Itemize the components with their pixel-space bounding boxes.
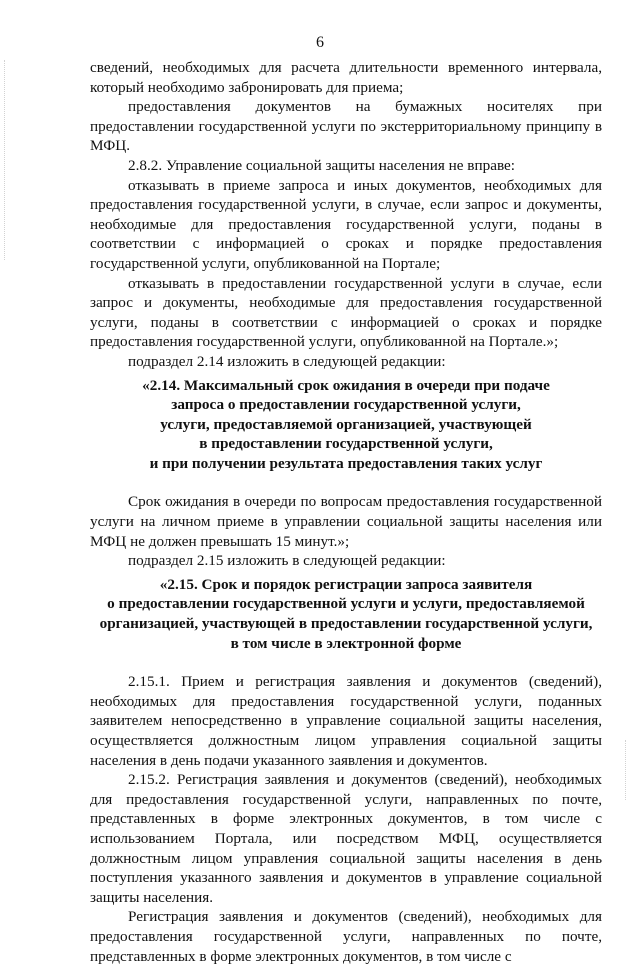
section-2-8 <box>90 58 602 372</box>
heading-2-15 <box>90 575 602 653</box>
heading-line: в предоставлении государственной услуги, <box>199 435 493 453</box>
heading-line: услуги, предоставляемой организацией, участвующей <box>160 415 532 433</box>
paragraph: отказывать в приеме запроса и иных документов, необходимых для предоставления государственной услуги, в случае, если запрос и документы, необходимые для предоставления государственной услуги, поданы в соответствии с информацией о сроках и порядке предоставления государственной услуги, опубликованной на Портале; <box>90 176 602 272</box>
heading-line: и при получении результата предоставления таких услуг <box>149 454 543 472</box>
heading-2-14 <box>90 376 602 474</box>
heading-line: запроса о предоставлении государственной услуги, <box>171 396 521 414</box>
paragraph: Регистрация заявления и документов (сведений), необходимых для предоставления государственной услуги, направленных по почте, представленных в форме электронных документов, в том числе с <box>90 908 602 965</box>
heading-line: «2.15. Срок и порядок регистрации запроса заявителя <box>159 575 533 593</box>
scan-edge-marks-right <box>625 740 632 800</box>
paragraph: Срок ожидания в очереди по вопросам предоставления государственной услуги на личном приеме в управлении социальной защиты населения или МФЦ не должен превышать 15 минут.»; <box>90 493 602 550</box>
page-number: 6 <box>316 34 324 51</box>
section-heading <box>90 376 602 474</box>
section-2-14-body <box>90 492 602 570</box>
heading-line: о предоставлении государственной услуги и услуги, предоставляемой <box>107 595 585 613</box>
paragraph: подраздел 2.14 изложить в следующей редакции: <box>128 352 446 370</box>
paragraph: отказывать в предоставлении государственной услуги в случае, если запрос и документы, необходимые для предоставления государственной услуги, поданы в соответствии с информацией о сроках и порядке предоставления государственной услуги, опубликованной на Портале.»; <box>90 274 602 351</box>
paragraph: 2.15.1. Прием и регистрация заявления и документов (сведений), необходимых для предоставления государственной услуги, поданных заявителем непосредственно в управление социальной защиты населения, осуществляется должностным лицом управления социальной защиты населения в день подачи указанного заявления и документов. <box>90 673 602 769</box>
paragraph: сведений, необходимых для расчета длительности временного интервала, который необходимо забронировать для приема; <box>90 59 602 96</box>
paragraph: 2.15.2. Регистрация заявления и документов (сведений), необходимых для предоставления государственной услуги, направленных по почте, представленных в форме электронных документов, в том числе с использованием Портала, или посредством МФЦ, осуществляется должностным лицом управления социальной защиты населения в день поступления указанного заявления и документов в управление социальной защиты населения. <box>90 771 602 906</box>
heading-line: «2.14. Максимальный срок ожидания в очереди при подаче <box>142 376 550 394</box>
section-heading <box>90 575 602 653</box>
heading-line: организацией, участвующей в предоставлении государственной услуги, <box>99 615 593 633</box>
scan-edge-marks-left <box>4 60 11 260</box>
paragraph: предоставления документов на бумажных носителях при предоставлении государственной услуги по экстерриториальному принципу в МФЦ. <box>90 98 602 155</box>
document-body <box>90 58 602 966</box>
section-2-15-body <box>90 672 602 966</box>
paragraph: подраздел 2.15 изложить в следующей редакции: <box>128 552 446 570</box>
paragraph: 2.8.2. Управление социальной защиты населения не вправе: <box>128 156 515 174</box>
heading-line: в том числе в электронной форме <box>230 634 462 652</box>
